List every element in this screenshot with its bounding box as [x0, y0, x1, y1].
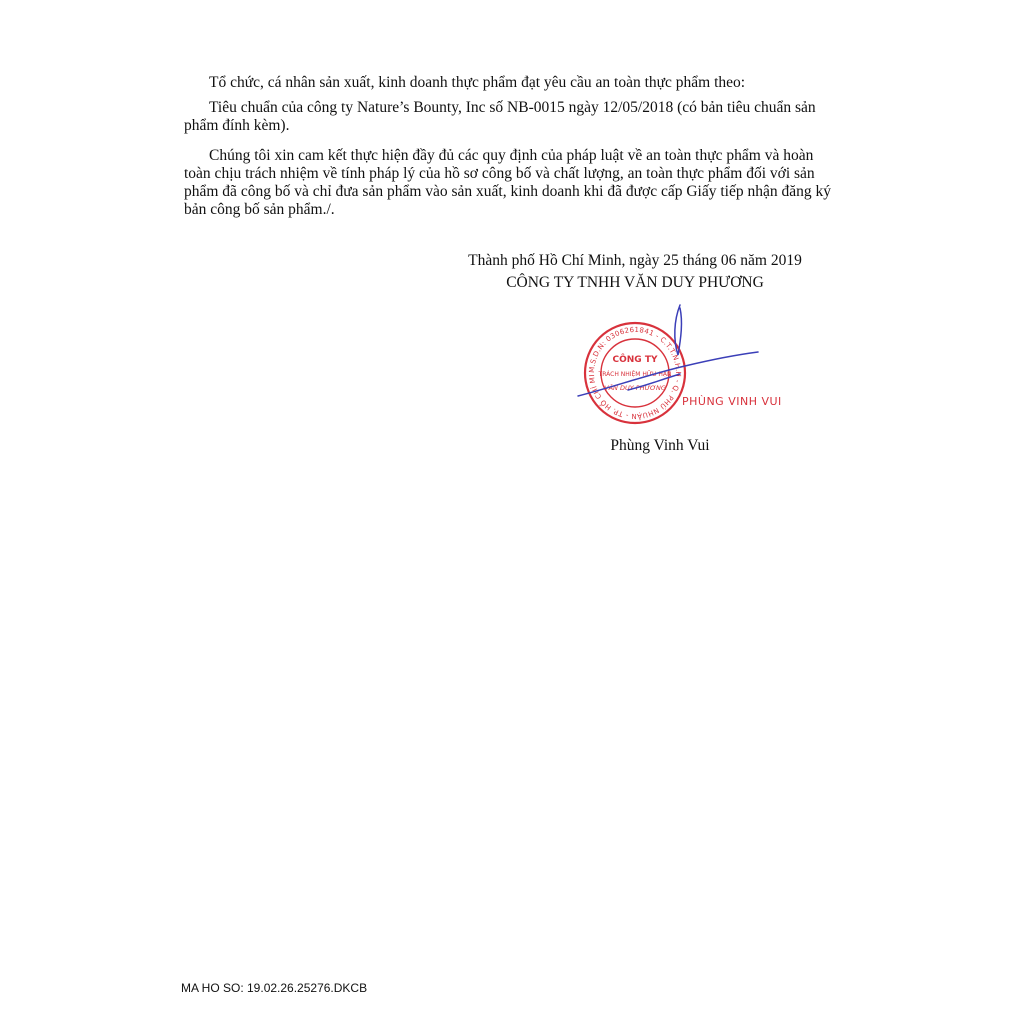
name-stamp-text: PHÙNG VINH VUI: [682, 395, 782, 408]
seal-line-1: CÔNG TY: [612, 355, 658, 365]
company-seal-icon: [570, 300, 685, 423]
company-seal-and-signature: [570, 300, 800, 430]
paragraph-organization: Tổ chức, cá nhân sản xuất, kinh doanh thực phẩm đạt yêu cầu an toàn thực phẩm theo:: [209, 74, 746, 91]
company-name: CÔNG TY TNHH VĂN DUY PHƯƠNG: [506, 274, 764, 291]
paragraph-commitment: Chúng tôi xin cam kết thực hiện đầy đủ các quy định của pháp luật về an toàn thực phẩm và hoàn toàn chịu trách nhiệm về tính pháp lý của hồ sơ công bố và chất lượng, an toàn thực phẩm đối với sản phẩm đã công bố và chỉ đưa sản phẩm vào sản xuất, kinh doanh khi đã được cấp Giấy tiếp nhận đăng ký bản công bố sản phẩm./.: [184, 147, 831, 218]
seal-svg: [570, 300, 800, 430]
seal-line-2: TRÁCH NHIỆM HỮU HẠN: [598, 371, 672, 378]
paragraph-standard: Tiêu chuẩn của công ty Nature’s Bounty, Inc số NB-0015 ngày 12/05/2018 (có bản tiêu chuẩn sản phẩm đính kèm).: [184, 99, 816, 134]
signer-name: Phùng Vinh Vui: [610, 437, 710, 454]
seal-ring-text: M.S.D.N: 0306261841 - C.T.T.N.H.H - Q. PHÚ NHUẬN - TP. HỒ CHÍ MI: [587, 325, 683, 421]
record-code: MA HO SO: 19.02.26.25276.DKCB: [181, 981, 368, 995]
seal-line-3: VĂN DUY PHƯƠNG: [604, 384, 666, 392]
date-location-line: Thành phố Hồ Chí Minh, ngày 25 tháng 06 năm 2019: [468, 252, 802, 269]
